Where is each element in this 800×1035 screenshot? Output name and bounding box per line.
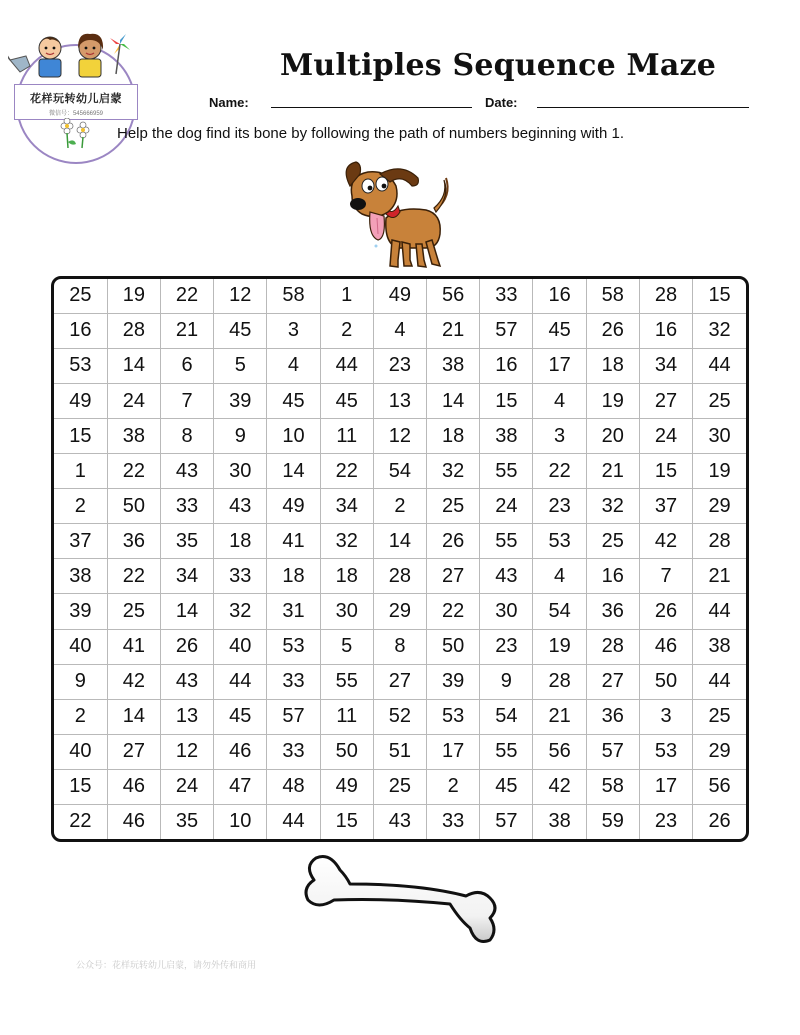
maze-cell[interactable]: 23	[373, 348, 426, 383]
maze-cell[interactable]: 15	[693, 279, 746, 313]
maze-cell[interactable]: 30	[214, 454, 267, 489]
maze-grid	[51, 276, 749, 842]
maze-cell[interactable]: 22	[160, 279, 213, 313]
maze-cell[interactable]: 48	[267, 769, 320, 804]
maze-cell[interactable]: 8	[373, 629, 426, 664]
logo-wechat-id: 微信号：545666959	[48, 111, 104, 117]
maze-table	[54, 279, 746, 839]
maze-cell[interactable]: 14	[267, 454, 320, 489]
maze-cell[interactable]: 25	[427, 489, 480, 524]
maze-cell[interactable]: 2	[54, 699, 107, 734]
maze-cell[interactable]: 2	[320, 313, 373, 348]
maze-cell[interactable]: 39	[214, 384, 267, 419]
maze-cell[interactable]: 26	[160, 629, 213, 664]
maze-cell[interactable]: 31	[267, 594, 320, 629]
maze-cell[interactable]: 24	[160, 769, 213, 804]
maze-cell[interactable]: 38	[54, 559, 107, 594]
date-label: Date:	[485, 95, 518, 110]
logo-name: 花样玩转幼儿启蒙	[30, 92, 122, 105]
maze-cell[interactable]: 3	[533, 419, 586, 454]
maze-cell[interactable]: 53	[533, 524, 586, 559]
maze-cell[interactable]: 9	[214, 419, 267, 454]
maze-cell[interactable]: 27	[586, 664, 639, 699]
maze-cell[interactable]: 44	[214, 664, 267, 699]
maze-cell[interactable]: 16	[54, 313, 107, 348]
maze-cell[interactable]: 29	[693, 734, 746, 769]
maze-cell[interactable]: 21	[533, 699, 586, 734]
maze-cell[interactable]: 55	[480, 454, 533, 489]
date-field[interactable]	[537, 107, 749, 108]
maze-cell[interactable]: 30	[693, 419, 746, 454]
maze-cell[interactable]: 55	[480, 524, 533, 559]
maze-cell[interactable]: 53	[427, 699, 480, 734]
maze-cell[interactable]: 22	[427, 594, 480, 629]
maze-cell[interactable]: 58	[267, 279, 320, 313]
flowers-icon	[54, 118, 94, 150]
maze-cell[interactable]: 53	[267, 629, 320, 664]
maze-cell[interactable]: 38	[107, 419, 160, 454]
maze-cell[interactable]: 25	[54, 279, 107, 313]
maze-cell[interactable]: 27	[107, 734, 160, 769]
maze-row	[54, 419, 746, 454]
maze-cell[interactable]: 28	[586, 629, 639, 664]
maze-cell[interactable]: 1	[320, 279, 373, 313]
maze-cell[interactable]: 43	[214, 489, 267, 524]
maze-cell[interactable]: 46	[639, 629, 692, 664]
maze-cell[interactable]: 22	[54, 804, 107, 839]
maze-cell[interactable]: 35	[160, 804, 213, 839]
maze-cell[interactable]: 49	[373, 279, 426, 313]
maze-cell[interactable]: 45	[214, 313, 267, 348]
maze-cell[interactable]: 50	[107, 489, 160, 524]
maze-cell[interactable]: 25	[693, 384, 746, 419]
maze-cell[interactable]: 37	[54, 524, 107, 559]
maze-cell[interactable]: 43	[160, 454, 213, 489]
maze-cell[interactable]: 44	[267, 804, 320, 839]
maze-row	[54, 384, 746, 419]
maze-cell[interactable]: 18	[427, 419, 480, 454]
maze-cell[interactable]: 15	[54, 419, 107, 454]
maze-cell[interactable]: 55	[480, 734, 533, 769]
maze-cell[interactable]: 18	[214, 524, 267, 559]
maze-cell[interactable]: 40	[214, 629, 267, 664]
maze-cell[interactable]: 17	[533, 348, 586, 383]
maze-cell[interactable]: 12	[373, 419, 426, 454]
maze-cell[interactable]: 46	[214, 734, 267, 769]
maze-cell[interactable]: 5	[320, 629, 373, 664]
maze-cell[interactable]: 10	[267, 419, 320, 454]
maze-cell[interactable]: 33	[480, 279, 533, 313]
maze-cell[interactable]: 12	[160, 734, 213, 769]
maze-row	[54, 313, 746, 348]
maze-cell[interactable]: 54	[480, 699, 533, 734]
maze-cell[interactable]: 18	[586, 348, 639, 383]
maze-cell[interactable]: 49	[267, 489, 320, 524]
maze-cell[interactable]: 6	[160, 348, 213, 383]
maze-row	[54, 664, 746, 699]
maze-cell[interactable]: 38	[693, 629, 746, 664]
maze-cell[interactable]: 50	[427, 629, 480, 664]
maze-cell[interactable]: 2	[54, 489, 107, 524]
maze-cell[interactable]: 32	[214, 594, 267, 629]
maze-cell[interactable]: 34	[160, 559, 213, 594]
maze-cell[interactable]: 24	[107, 384, 160, 419]
maze-cell[interactable]: 19	[533, 629, 586, 664]
maze-cell[interactable]: 40	[54, 734, 107, 769]
maze-cell[interactable]: 16	[639, 313, 692, 348]
maze-cell[interactable]: 14	[427, 384, 480, 419]
maze-cell[interactable]: 16	[586, 559, 639, 594]
name-label: Name:	[209, 95, 249, 110]
maze-cell[interactable]: 25	[107, 594, 160, 629]
maze-cell[interactable]: 44	[693, 664, 746, 699]
maze-cell[interactable]: 45	[320, 384, 373, 419]
maze-cell[interactable]: 3	[267, 313, 320, 348]
maze-cell[interactable]: 27	[427, 559, 480, 594]
maze-cell[interactable]: 50	[639, 664, 692, 699]
maze-cell[interactable]: 53	[54, 348, 107, 383]
maze-cell[interactable]: 36	[586, 699, 639, 734]
maze-cell[interactable]: 12	[214, 279, 267, 313]
maze-cell[interactable]: 18	[320, 559, 373, 594]
maze-cell[interactable]: 47	[214, 769, 267, 804]
maze-cell[interactable]: 57	[480, 804, 533, 839]
maze-cell[interactable]: 33	[160, 489, 213, 524]
maze-cell[interactable]: 19	[107, 279, 160, 313]
maze-cell[interactable]: 26	[693, 804, 746, 839]
maze-cell[interactable]: 44	[693, 594, 746, 629]
maze-cell[interactable]: 42	[533, 769, 586, 804]
maze-cell[interactable]: 19	[693, 454, 746, 489]
maze-cell[interactable]: 4	[533, 384, 586, 419]
footer-notice: 公众号：花样玩转幼儿启蒙，请勿外传和商用	[76, 961, 257, 971]
maze-cell[interactable]: 45	[214, 699, 267, 734]
maze-cell[interactable]: 44	[320, 348, 373, 383]
maze-cell[interactable]: 53	[639, 734, 692, 769]
maze-cell[interactable]: 2	[427, 769, 480, 804]
maze-cell[interactable]: 42	[107, 664, 160, 699]
maze-cell[interactable]: 16	[533, 279, 586, 313]
name-field[interactable]	[271, 107, 472, 108]
maze-cell[interactable]: 50	[320, 734, 373, 769]
maze-cell[interactable]: 25	[586, 524, 639, 559]
maze-row	[54, 769, 746, 804]
maze-cell[interactable]: 41	[107, 629, 160, 664]
bone-illustration	[300, 848, 500, 952]
maze-cell[interactable]: 54	[373, 454, 426, 489]
maze-cell[interactable]: 32	[586, 489, 639, 524]
maze-cell[interactable]: 58	[586, 769, 639, 804]
maze-cell[interactable]: 28	[533, 664, 586, 699]
maze-cell[interactable]: 33	[427, 804, 480, 839]
maze-cell[interactable]: 38	[427, 348, 480, 383]
maze-cell[interactable]: 23	[639, 804, 692, 839]
maze-cell[interactable]: 52	[373, 699, 426, 734]
maze-cell[interactable]: 39	[427, 664, 480, 699]
maze-cell[interactable]: 20	[586, 419, 639, 454]
maze-cell[interactable]: 5	[214, 348, 267, 383]
maze-cell[interactable]: 40	[54, 629, 107, 664]
maze-cell[interactable]: 32	[427, 454, 480, 489]
maze-cell[interactable]: 29	[693, 489, 746, 524]
maze-cell[interactable]: 25	[373, 769, 426, 804]
maze-cell[interactable]: 4	[373, 313, 426, 348]
maze-cell[interactable]: 36	[107, 524, 160, 559]
maze-cell[interactable]: 28	[107, 313, 160, 348]
maze-cell[interactable]: 46	[107, 804, 160, 839]
maze-cell[interactable]: 33	[214, 559, 267, 594]
maze-cell[interactable]: 32	[320, 524, 373, 559]
maze-cell[interactable]: 39	[54, 594, 107, 629]
maze-cell[interactable]: 18	[267, 559, 320, 594]
maze-cell[interactable]: 45	[480, 769, 533, 804]
maze-cell[interactable]: 22	[107, 559, 160, 594]
maze-cell[interactable]: 4	[533, 559, 586, 594]
page-title: Multiples Sequence Maze	[280, 48, 717, 83]
maze-cell[interactable]: 27	[639, 384, 692, 419]
maze-row	[54, 559, 746, 594]
maze-cell[interactable]: 14	[107, 699, 160, 734]
maze-cell[interactable]: 41	[267, 524, 320, 559]
maze-cell[interactable]: 28	[639, 279, 692, 313]
maze-cell[interactable]: 57	[586, 734, 639, 769]
logo-band	[14, 84, 138, 120]
maze-row	[54, 699, 746, 734]
maze-cell[interactable]: 14	[107, 348, 160, 383]
maze-cell[interactable]: 10	[214, 804, 267, 839]
maze-cell[interactable]: 33	[267, 734, 320, 769]
maze-cell[interactable]: 25	[693, 699, 746, 734]
maze-cell[interactable]: 43	[373, 804, 426, 839]
maze-cell[interactable]: 34	[639, 348, 692, 383]
maze-cell[interactable]: 21	[693, 559, 746, 594]
maze-cell[interactable]: 7	[160, 384, 213, 419]
maze-cell[interactable]: 21	[586, 454, 639, 489]
maze-cell[interactable]: 15	[320, 804, 373, 839]
maze-cell[interactable]: 21	[160, 313, 213, 348]
maze-row	[54, 348, 746, 383]
maze-row	[54, 279, 746, 313]
maze-cell[interactable]: 59	[586, 804, 639, 839]
maze-cell[interactable]: 14	[373, 524, 426, 559]
maze-cell[interactable]: 13	[373, 384, 426, 419]
maze-cell[interactable]: 24	[639, 419, 692, 454]
maze-cell[interactable]: 7	[639, 559, 692, 594]
maze-cell[interactable]: 22	[320, 454, 373, 489]
maze-cell[interactable]: 32	[693, 313, 746, 348]
maze-cell[interactable]: 45	[267, 384, 320, 419]
maze-cell[interactable]: 58	[586, 279, 639, 313]
maze-cell[interactable]: 55	[320, 664, 373, 699]
maze-cell[interactable]: 15	[54, 769, 107, 804]
maze-cell[interactable]: 23	[533, 489, 586, 524]
maze-cell[interactable]: 56	[693, 769, 746, 804]
maze-cell[interactable]: 15	[480, 384, 533, 419]
kids-illustration	[8, 26, 138, 86]
maze-cell[interactable]: 44	[693, 348, 746, 383]
maze-cell[interactable]: 1	[54, 454, 107, 489]
maze-cell[interactable]: 28	[373, 559, 426, 594]
maze-cell[interactable]: 43	[160, 664, 213, 699]
maze-row	[54, 629, 746, 664]
maze-cell[interactable]: 37	[639, 489, 692, 524]
maze-cell[interactable]: 56	[533, 734, 586, 769]
dog-illustration	[340, 156, 460, 274]
maze-cell[interactable]: 45	[533, 313, 586, 348]
maze-cell[interactable]: 49	[54, 384, 107, 419]
maze-cell[interactable]: 22	[533, 454, 586, 489]
maze-cell[interactable]: 42	[639, 524, 692, 559]
maze-cell[interactable]: 11	[320, 699, 373, 734]
maze-cell[interactable]: 49	[320, 769, 373, 804]
maze-cell[interactable]: 56	[427, 279, 480, 313]
maze-row	[54, 454, 746, 489]
maze-cell[interactable]: 9	[480, 664, 533, 699]
maze-cell[interactable]: 33	[267, 664, 320, 699]
maze-cell[interactable]: 14	[160, 594, 213, 629]
maze-cell[interactable]: 26	[586, 313, 639, 348]
maze-cell[interactable]: 8	[160, 419, 213, 454]
maze-cell[interactable]: 3	[639, 699, 692, 734]
maze-cell[interactable]: 46	[107, 769, 160, 804]
maze-cell[interactable]: 30	[480, 594, 533, 629]
maze-cell[interactable]: 35	[160, 524, 213, 559]
maze-row	[54, 734, 746, 769]
maze-cell[interactable]: 13	[160, 699, 213, 734]
maze-cell[interactable]: 36	[586, 594, 639, 629]
maze-cell[interactable]: 51	[373, 734, 426, 769]
maze-row	[54, 594, 746, 629]
maze-cell[interactable]: 23	[480, 629, 533, 664]
maze-cell[interactable]: 16	[480, 348, 533, 383]
maze-cell[interactable]: 17	[639, 769, 692, 804]
maze-cell[interactable]: 4	[267, 348, 320, 383]
maze-cell[interactable]: 28	[693, 524, 746, 559]
maze-cell[interactable]: 30	[320, 594, 373, 629]
maze-cell[interactable]: 17	[427, 734, 480, 769]
instructions: Help the dog find its bone by following the path of numbers beginning with 1.	[117, 125, 624, 142]
maze-cell[interactable]: 29	[373, 594, 426, 629]
maze-cell[interactable]: 26	[639, 594, 692, 629]
maze-cell[interactable]: 2	[373, 489, 426, 524]
maze-cell[interactable]: 22	[107, 454, 160, 489]
maze-cell[interactable]: 24	[480, 489, 533, 524]
maze-cell[interactable]: 54	[533, 594, 586, 629]
maze-cell[interactable]: 26	[427, 524, 480, 559]
maze-row	[54, 524, 746, 559]
maze-cell[interactable]: 57	[480, 313, 533, 348]
maze-cell[interactable]: 38	[533, 804, 586, 839]
maze-cell[interactable]: 34	[320, 489, 373, 524]
maze-cell[interactable]: 38	[480, 419, 533, 454]
maze-cell[interactable]: 43	[480, 559, 533, 594]
maze-cell[interactable]: 9	[54, 664, 107, 699]
maze-cell[interactable]: 19	[586, 384, 639, 419]
maze-cell[interactable]: 11	[320, 419, 373, 454]
maze-cell[interactable]: 21	[427, 313, 480, 348]
maze-cell[interactable]: 27	[373, 664, 426, 699]
maze-row	[54, 489, 746, 524]
maze-cell[interactable]: 57	[267, 699, 320, 734]
maze-cell[interactable]: 15	[639, 454, 692, 489]
maze-row	[54, 804, 746, 839]
